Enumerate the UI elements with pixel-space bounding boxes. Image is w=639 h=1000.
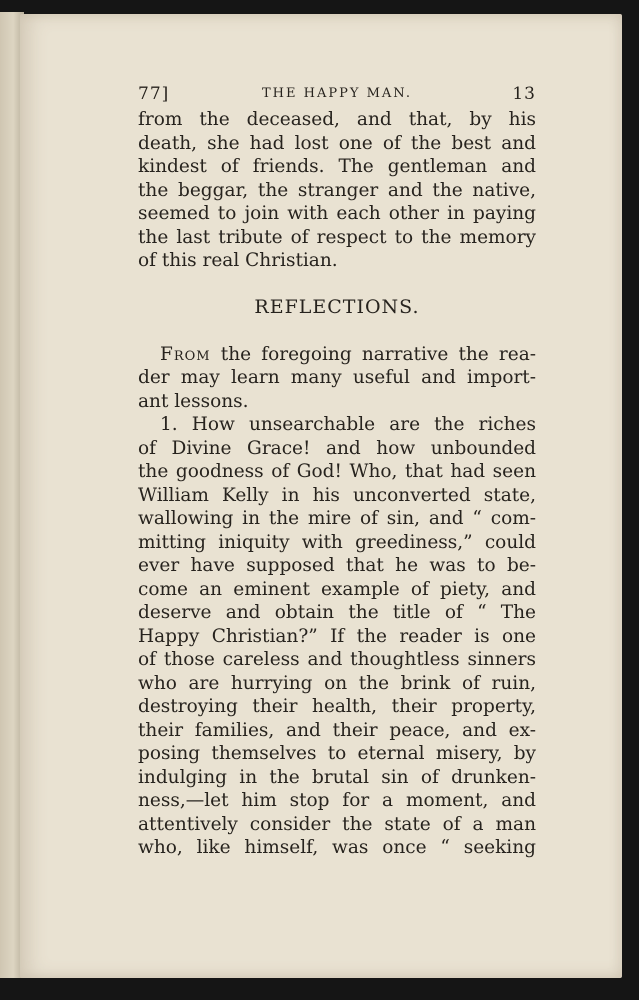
text-line: the last tribute of respect to the memory xyxy=(138,226,536,248)
text-line: mitting iniquity with greediness,” could xyxy=(138,531,536,553)
text-line: kindest of friends. The gentleman and xyxy=(138,156,536,177)
page-number: 13 xyxy=(512,84,536,104)
section-heading: REFLECTIONS. xyxy=(254,295,420,318)
text-line: from the deceased, and that, by his xyxy=(138,109,536,130)
running-head xyxy=(138,78,536,108)
book-page xyxy=(20,14,622,978)
paragraph-1 xyxy=(138,108,536,273)
text-line: ness,—let him stop for a moment, and xyxy=(138,790,536,811)
text-block xyxy=(138,78,536,860)
text-line: der may learn many useful and import- xyxy=(138,367,536,388)
text-line: indulging in the brutal sin of drunken- xyxy=(138,766,536,788)
text-line: of this real Christian. xyxy=(138,250,338,271)
text-line: seemed to join with each other in paying xyxy=(138,203,536,224)
text-line: the beggar, the stranger and the native, xyxy=(138,179,536,201)
text-line: the goodness of God! Who, that had seen xyxy=(138,461,536,482)
text-line xyxy=(138,343,536,367)
text-line: death, she had lost one of the best and xyxy=(138,132,536,154)
drop-word: From xyxy=(160,343,211,365)
text-line: posing themselves to eternal misery, by xyxy=(138,743,536,764)
text-line: of those careless and thoughtless sinners xyxy=(138,649,536,670)
text-line: deserve and obtain the title of “ The xyxy=(138,602,536,623)
text-line: William Kelly in his unconverted state, xyxy=(138,484,536,506)
first-line-rest: the foregoing narrative the rea- xyxy=(210,343,536,365)
text-line: who, like himself, was once “ seeking xyxy=(138,837,536,858)
text-line: Happy Christian?” If the reader is one xyxy=(138,625,536,647)
text-line: of Divine Grace! and how unbounded xyxy=(138,437,536,459)
running-head-title: THE HAPPY MAN. xyxy=(262,86,412,101)
text-line: attentively consider the state of a man xyxy=(138,813,536,835)
paragraph-3 xyxy=(138,413,536,860)
text-line: ant lessons. xyxy=(138,390,249,412)
paragraph-2 xyxy=(138,343,536,414)
text-line: wallowing in the mire of sin, and “ com- xyxy=(138,508,536,529)
text-line: come an eminent example of piety, and xyxy=(138,578,536,600)
text-line: their families, and their peace, and ex- xyxy=(138,719,536,741)
text-line: who are hurrying on the brink of ruin, xyxy=(138,672,536,694)
running-head-left: 77] xyxy=(138,84,170,104)
text-line: destroying their health, their property, xyxy=(138,696,536,717)
text-line: 1. How unsearchable are the riches xyxy=(160,414,536,435)
text-line: ever have supposed that he was to be- xyxy=(138,555,536,576)
